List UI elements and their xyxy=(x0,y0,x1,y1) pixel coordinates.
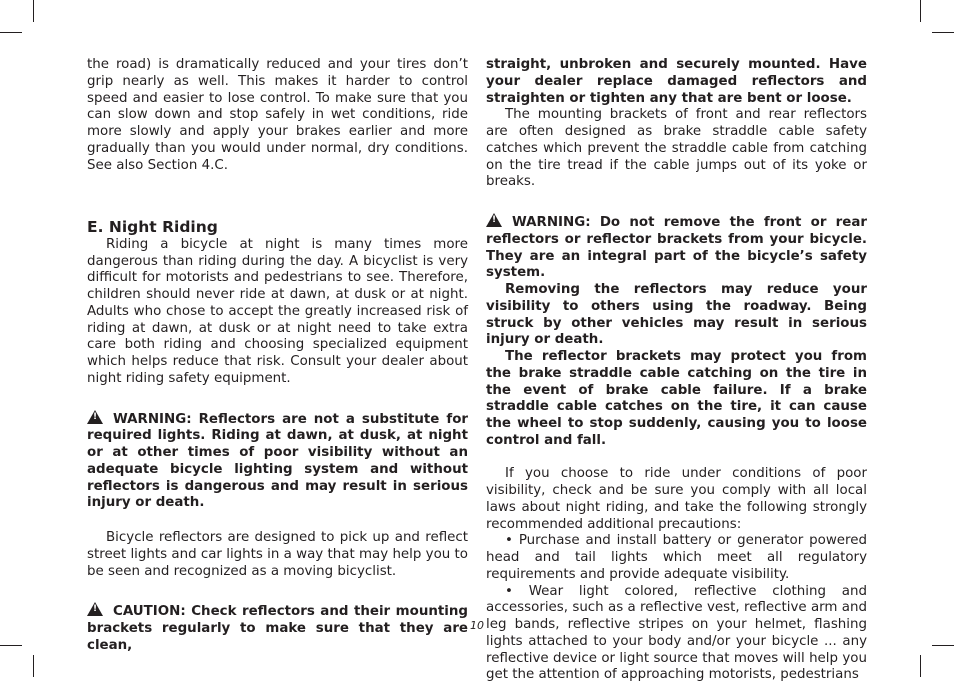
bullet-lights: • Purchase and install battery or generator powered head and tail lights which meet all regulatory requirements and provide adequate visibility. xyxy=(486,533,867,583)
crop-mark-br-v xyxy=(920,655,921,677)
crop-mark-br-h xyxy=(932,645,954,646)
paragraph-mounting-brackets: The mounting brackets of front and rear reflectors are often designed as brake straddle cable safety catches which prevent the straddle cable from catching on the tire tread if the cable jumps out of its yoke or breaks. xyxy=(486,107,867,191)
page-number: 10 xyxy=(461,619,493,632)
crop-mark-tl-v xyxy=(33,0,34,22)
section-heading-night-riding: E. Night Riding xyxy=(87,217,468,237)
caution-icon xyxy=(87,602,103,616)
paragraph-poor-visibility: If you choose to ride under conditions of poor visibility, check and be sure you comply with all local laws about night riding, and take the following strongly recommended additional precautions: xyxy=(486,466,867,533)
paragraph-wet-conditions: the road) is dramatically reduced and your tires don’t grip nearly as well. This makes it harder to control speed and easier to lose control. To make sure that you can slow down and stop safely in wet conditions, ride more slowly and apply your brakes earlier and more gradually than you would under normal, dry conditions. See also Section 4.C. xyxy=(87,57,468,174)
left-column xyxy=(87,57,468,655)
paragraph-reflectors: Bicycle reflectors are designed to pick up and reflect street lights and car lights in a way that may help you to be seen and recognized as a moving bicyclist. xyxy=(87,530,468,580)
crop-mark-tr-h xyxy=(932,32,954,33)
paragraph-night-riding: Riding a bicycle at night is many times more dangerous than riding during the day. A bicyclist is very difficult for motorists and pedestrians to see. Therefore, children should never ride at dawn, at dusk or at night. Adults who chose to accept the greatly increased risk of riding at dawn, at dusk or at night need to take extra care both riding and choosing specialized equipment which helps reduce that risk. Consult your dealer about night riding safety equipment. xyxy=(87,237,468,388)
crop-mark-bl-h xyxy=(0,645,22,646)
crop-mark-tl-h xyxy=(0,32,22,33)
right-column xyxy=(486,57,867,684)
warning-icon xyxy=(486,213,502,227)
caution-reflectors: !CAUTION: Check reflectors and their mounting brackets regularly to make sure that they are clean, xyxy=(87,602,468,654)
warning-visibility: Removing the reflectors may reduce your visibility to others using the roadway. Being struck by other vehicles may result in serious injury or death. xyxy=(486,282,867,349)
warning-straddle-cable: The reflector brackets may protect you from the brake straddle cable catching on the tire in the event of brake cable failure. If a brake straddle cable catches on the tire, it can cause the wheel to stop suddenly, causing you to loose control and fall. xyxy=(486,349,867,450)
caution-continued: straight, unbroken and securely mounted. Have your dealer replace damaged reflectors and straighten or tighten any that are bent or loose. xyxy=(486,57,867,107)
warning-do-not-remove: !WARNING: Do not remove the front or rear reflectors or reflector brackets from your bicycle. They are an integral part of the bicycle’s safety system. xyxy=(486,213,867,282)
crop-mark-tr-v xyxy=(920,0,921,22)
warning-icon xyxy=(87,410,103,424)
crop-mark-bl-v xyxy=(33,655,34,677)
bullet-clothing: • Wear light colored, reflective clothing and accessories, such as a reflective vest, reflective arm and leg bands, reflective stripes on your helmet, flashing lights attached to your body and/or your bicycle ... any reflective device or light source that moves will help you get the attention of approaching motorists, pedestrians xyxy=(486,584,867,684)
warning-reflectors-lights: !WARNING: Reflectors are not a substitute for required lights. Riding at dawn, at dusk, at night or at other times of poor visibility without an adequate bicycle lighting system and without reflectors is dangerous and may result in serious injury or death. xyxy=(87,410,468,513)
